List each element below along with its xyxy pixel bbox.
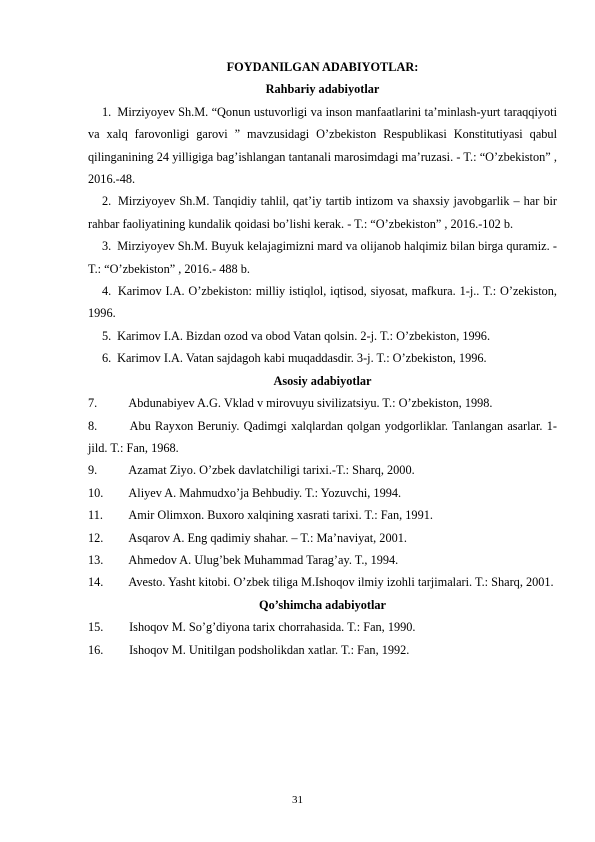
reference-entry [88,571,557,593]
reference-text: Mirziyoyev Sh.M. “Qonun ustuvorligi va inson manfaatlarini ta’minlash-yurt taraqqiyoti va xalq farovonligi garovi ” mavzusidagi O’zbekiston Respublikasi Konstitutiyasi qabul qilinganining 24 yilligiga bag’ishlangan tantanali marosimdagi ma’ruzasi. - T.: “O’zbekiston” , 2016.-48. [88,104,558,187]
reference-entry [88,549,557,571]
reference-text: Abu Rayxon Beruniy. Qadimgi xalqlardan qolgan yodgorliklar. Tanlangan asarlar. 1-jild. T.: Fan, 1968. [88,418,557,455]
reference-entry [88,482,557,504]
reference-number: 15. [88,620,104,635]
reference-text: Karimov I.A. O’zbekiston: milliy istiqlol, iqtisod, siyosat, mafkura. 1-j.. T.: O’zekiston, 1996. [88,284,558,321]
reference-text: Azamat Ziyo. O’zbek davlatchiligi tarixi.-T.: Sharq, 2000. [128,463,415,478]
reference-number: 2. [102,194,112,209]
reference-entry [88,527,557,549]
reference-number: 3. [102,239,112,254]
reference-entry [88,459,557,481]
reference-entry [88,280,557,325]
reference-number: 4. [102,284,112,299]
reference-entry [88,616,557,638]
reference-text: Mirziyoyev Sh.M. Buyuk kelajagimizni mard va olijanob halqimiz bilan birga quramiz. - T.: “O’zbekiston” , 2016.- 488 b. [88,239,557,276]
reference-number: 6. [102,351,112,366]
reference-number: 8. [88,418,98,433]
reference-text: Karimov I.A. Vatan sajdagoh kabi muqaddasdir. 3-j. T.: O’zbekiston, 1996. [117,351,487,366]
reference-entry [88,235,557,280]
reference-number: 5. [102,328,112,343]
reference-text: Aliyev A. Mahmudxo’ja Behbudiy. T.: Yozuvchi, 1994. [128,485,402,500]
reference-entry [88,392,557,414]
reference-entry [88,325,557,347]
reference-number: 9. [88,463,98,478]
reference-text: Mirziyoyev Sh.M. Tanqidiy tahlil, qat’iy tartib intizom va shaxsiy javobgarlik – har bir rahbar faoliyatining kundalik qoidasi bo’lishi kerak. - T.: “O’zbekiston” , 2016.-102 b. [88,194,557,231]
reference-number: 13. [88,552,104,567]
reference-number: 11. [88,508,103,523]
reference-entry [88,101,557,191]
reference-text: Karimov I.A. Bizdan ozod va obod Vatan qolsin. 2-j. T.: O’zbekiston, 1996. [117,328,491,343]
reference-entry [88,504,557,526]
section-heading: Rahbariy adabiyotlar [265,82,380,97]
reference-text: Ishoqov M. Unitilgan podsholikdan xatlar. T.: Fan, 1992. [129,642,410,657]
section-heading: Asosiy adabiyotlar [273,373,372,388]
reference-text: Ahmedov A. Ulug’bek Muhammad Tarag’ay. T., 1994. [128,552,399,567]
document-page [88,56,557,661]
reference-entry [88,190,557,235]
reference-text: Ishoqov M. So’g’diyona tarix chorrahasida. T.: Fan, 1990. [129,620,416,635]
bibliography [88,78,557,661]
reference-number: 1. [102,104,112,119]
reference-number: 16. [88,642,104,657]
reference-text: Asqarov A. Eng qadimiy shahar. – T.: Ma’naviyat, 2001. [128,530,407,545]
reference-text: Abdunabiyev A.G. Vklad v mirovuyu sivilizatsiyu. T.: O’zbekiston, 1998. [128,396,493,411]
page-title: FOYDANILGAN ADABIYOTLAR: [226,60,419,74]
section-heading: Qo’shimcha adabiyotlar [259,597,386,612]
reference-text: Avesto. Yasht kitobi. O’zbek tiliga M.Ishoqov ilmiy izohli tarjimalari. T.: Sharq, 2001. [128,575,554,590]
reference-entry [88,639,557,661]
reference-number: 12. [88,530,104,545]
reference-text: Amir Olimxon. Buxoro xalqining xasrati tarixi. T.: Fan, 1991. [128,508,433,523]
reference-number: 14. [88,575,104,590]
page-number: 31 [292,794,303,806]
reference-number: 7. [88,396,98,411]
reference-number: 10. [88,485,104,500]
reference-entry [88,415,557,460]
reference-entry [88,347,557,369]
